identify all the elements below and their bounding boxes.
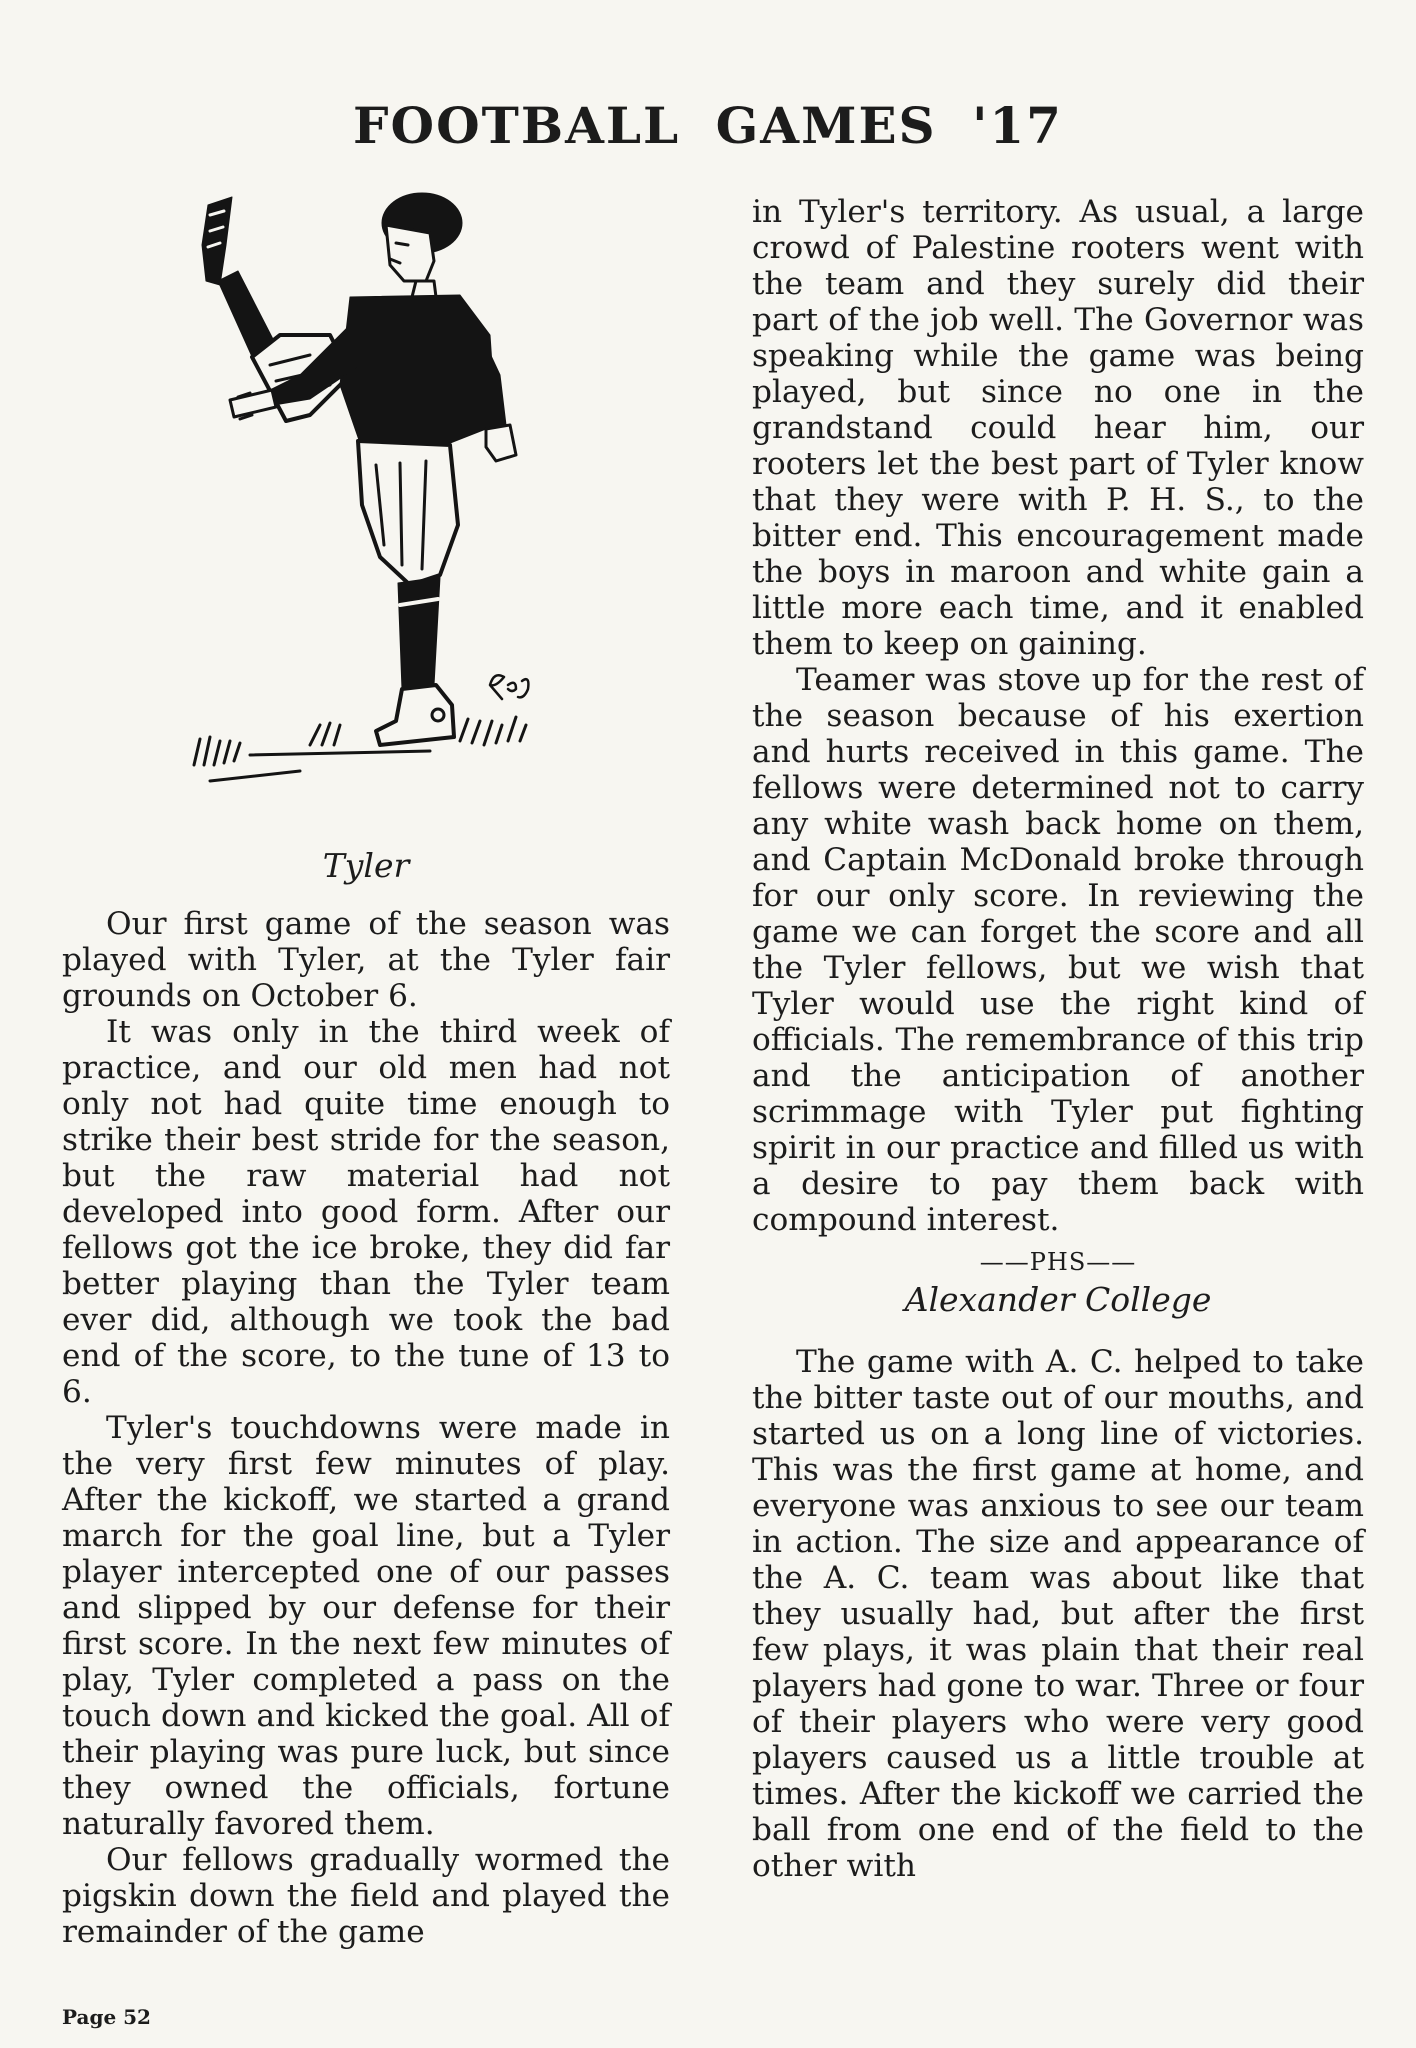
section-separator: ——PHS—— [979, 1248, 1137, 1276]
section-heading-tyler: Tyler [322, 846, 410, 885]
page-title: FOOTBALL GAMES '17 [353, 96, 1063, 155]
artist-signature [0, 0, 1, 1]
paragraph: Our fellows gradually wormed the pigskin down the field and played the remainder of the game [62, 1842, 670, 1950]
right-column [752, 194, 1364, 1884]
paragraph: Our first game of the season was played with Tyler, at the Tyler fair grounds on October 6. [62, 906, 670, 1014]
paragraph: Tyler's touchdowns were made in the very first few minutes of play. After the kickoff, we started a grand march for the goal line, but a Tyler player intercepted one of our passes and slipped by our defense for their first score. In the next few minutes of play, Tyler completed a pass on the touch down and kicked the goal. All of their playing was pure luck, but since they owned the officials, fortune naturally favored them. [62, 1410, 670, 1842]
page-number: Page 52 [62, 2005, 151, 2029]
left-column [62, 906, 670, 1950]
paragraph: It was only in the third week of practice, and our old men had not only not had quite time enough to strike their best stride for the season, but the raw material had not developed into good form. After our fellows got the ice broke, they did far better playing than the Tyler team ever did, although we took the bad end of the score, to the tune of 13 to 6. [62, 1014, 670, 1410]
football-kicker-illustration [190, 185, 530, 835]
paragraph: The game with A. C. helped to take the bitter taste out of our mouths, and started us on a long line of victories. This was the first game at home, and everyone was anxious to see our team in action. The size and appearance of the A. C. team was about like that they usually had, but after the first few plays, it was plain that their real players had gone to war. Three or four of their players who were very good players caused us a little trouble at times. After the kickoff we carried the ball from one end of the field to the other with [752, 1344, 1364, 1884]
paragraph-continued: in Tyler's territory. As usual, a large crowd of Palestine rooters went with the team and they surely did their part of the job well. The Governor was speaking while the game was being played, but since no one in the grandstand could hear him, our rooters let the best part of Tyler know that they were with P. H. S., to the bitter end. This encouragement made the boys in maroon and white gain a little more each time, and it enabled them to keep on gaining. [752, 194, 1364, 662]
paragraph: Teamer was stove up for the rest of the season because of his exertion and hurts received in this game. The fellows were determined not to carry any white wash back home on them, and Captain McDonald broke through for our only score. In reviewing the game we can forget the score and all the Tyler fellows, but we wish that Tyler would use the right kind of officials. The remembrance of this trip and the anticipation of another scrimmage with Tyler put fighting spirit in our practice and filled us with a desire to pay them back with compound interest. [752, 662, 1364, 1238]
section-heading-alexander: Alexander College [904, 1280, 1212, 1319]
